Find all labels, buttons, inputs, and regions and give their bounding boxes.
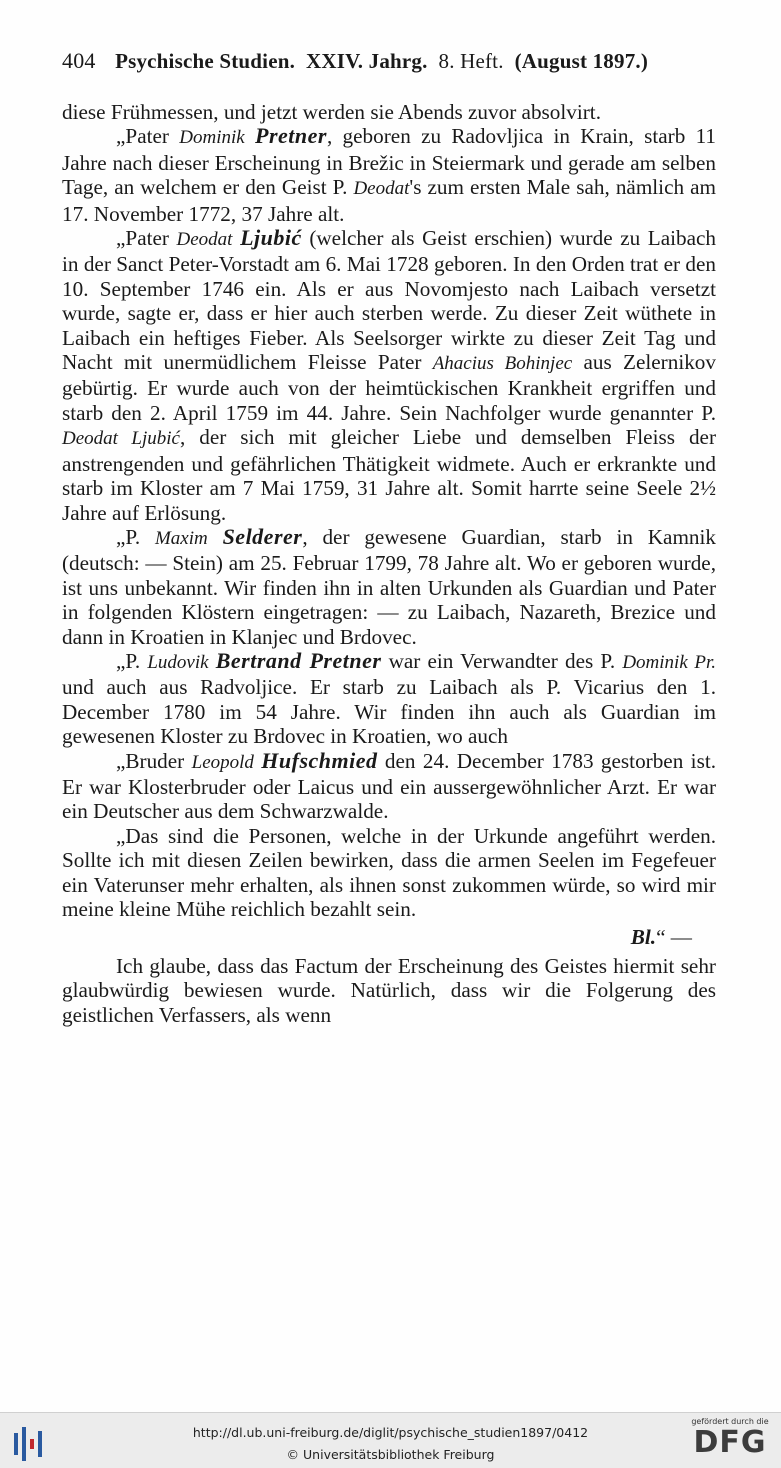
paragraph-7 xyxy=(62,824,716,922)
surname: Pretner xyxy=(255,123,327,149)
issue-date: (August 1897.) xyxy=(514,49,649,73)
given-name: Leopold xyxy=(191,751,254,773)
page-number: 404 xyxy=(62,48,96,73)
permalink-url[interactable]: http://dl.ub.uni-freiburg.de/diglit/psychische_studien1897/0412 xyxy=(192,1425,589,1440)
text-run: „P. xyxy=(116,648,148,673)
journal-title: Psychische Studien. xyxy=(115,49,296,73)
paragraph-8 xyxy=(62,954,716,1027)
dfg-logo xyxy=(689,1417,771,1467)
person-name: Deodat Ljubić xyxy=(62,428,180,450)
given-name: Ludovik xyxy=(147,651,209,673)
volume: XXIV. Jahrg. xyxy=(305,49,428,73)
dfg-funding-note: gefördert durch die xyxy=(691,1417,769,1426)
text-run: den 24. December 1783 gestorben ist. Er war Klosterbruder oder Laicus und ein aussergewöhnlicher Arzt. Er war ein Deutscher aus dem Schwarzwalde. xyxy=(62,748,716,824)
signature-tail: “ — xyxy=(656,925,692,950)
running-header xyxy=(62,48,714,74)
paragraph-1 xyxy=(62,100,716,124)
surname: Bertrand Pretner xyxy=(215,647,382,673)
text-run: , der sich mit gleicher Liebe und demselben Fleiss der anstrengenden und gefährlichen Thätigkeit widmete. Auch er erkrankte und starb im Kloster am 7 Mai 1759, 31 Jahre alt. Somit harrte seine Seele 2½ Jahre auf Erlösung. xyxy=(62,425,716,525)
text-run: „Pater xyxy=(116,124,180,149)
text-run: war ein Verwandter des P. xyxy=(381,648,623,673)
issue: 8. Heft. xyxy=(438,49,504,73)
paragraph-3 xyxy=(62,226,716,525)
text-run: „Bruder xyxy=(116,748,192,773)
given-name: Deodat xyxy=(176,229,233,251)
given-name: Deodat xyxy=(353,178,410,200)
surname: Hufschmied xyxy=(261,747,378,773)
dfg-wordmark: DFG xyxy=(693,1425,767,1460)
signature-name: Bl. xyxy=(630,925,657,950)
text-run: „P. xyxy=(116,524,155,549)
body-text xyxy=(62,100,716,1027)
surname: Ljubić xyxy=(240,225,302,251)
copyright-notice: © Universitätsbibliothek Freiburg xyxy=(286,1447,495,1462)
text-run: Ich glaube, dass das Factum der Erscheinung des Geistes hiermit sehr glaubwürdig bewiesen wurde. Natürlich, dass wir die Folgerung des geistlichen Verfassers, als wenn xyxy=(62,953,716,1027)
text-run: „Das sind die Personen, welche in der Urkunde angeführt werden. Sollte ich mit diesen Zeilen bewirken, dass die armen Seelen im Fegefeuer ein Vaterunser mehr erhalten, als ihnen sonst zukommen würde, so wird mir meine kleine Mühe reichlich bezahlt sein. xyxy=(62,823,716,921)
text-run: diese Frühmessen, und jetzt werden sie Abends zuvor absolvirt. xyxy=(62,100,601,124)
text-run: , geboren zu Radovljica in Krain, starb 11 Jahre nach dieser Erscheinung in Brežic in Steiermark und gerade am selben Tage, an welchem er den Geist P. xyxy=(62,124,716,200)
paragraph-5 xyxy=(62,649,716,749)
given-name: Maxim xyxy=(154,527,208,549)
person-name: Dominik Pr. xyxy=(622,651,717,673)
text-run: , der gewesene Guardian, starb in Kamnik (deutsch: — Stein) am 25. Februar 1799, 78 Jahre alt. Wo er geboren wurde, ist uns unbekannt. Wir finden ihn in alten Urkunden als Guardian und Pater in folgenden Klöstern eingetragen: — zu Laibach, Nazareth, Brezice und dann in Kroatien in Klanjec und Brdovec. xyxy=(62,524,717,649)
surname: Selderer xyxy=(222,523,303,549)
given-name: Dominik xyxy=(179,127,245,149)
paragraph-2 xyxy=(62,124,716,226)
paragraph-4 xyxy=(62,525,716,649)
paragraph-6 xyxy=(62,749,716,824)
person-name: Ahacius Bohinjec xyxy=(432,353,573,375)
viewer-footer xyxy=(0,1412,781,1468)
text-run: aus Zelernikov gebürtig. Er wurde auch von der heimtückischen Krankheit ergriffen und starb den 2. April 1759 im 44. Jahre. Sein Nachfolger wurde genannter P. xyxy=(62,350,716,425)
text-run: „Pater xyxy=(116,226,177,251)
signature xyxy=(62,925,716,949)
text-run: 's zum ersten Male sah, nämlich am 17. November 1772, 37 Jahre alt. xyxy=(62,175,716,226)
text-run: und auch aus Radvoljice. Er starb zu Laibach als P. Vicarius den 1. December 1780 im 54 Jahre. Wir finden ihn auch als Guardian im gewesenen Kloster zu Brdovec in Kroatien, wo auch xyxy=(62,675,716,749)
text-run: (welcher als Geist erschien) wurde zu Laibach in der Sanct Peter-Vorstadt am 6. Mai 1728 geboren. In den Orden trat er den 10. September 1746 ein. Als er aus Novomjesto nach Laibach versetzt wurde, sagte er, dass er hier auch sterben werde. Zu dieser Zeit wüthete in Laibach ein heftiges Fieber. Als Seelsorger wirkte zu dieser Zeit Tag und Nacht mit unermüdlichem Fleisse Pater xyxy=(62,226,716,375)
